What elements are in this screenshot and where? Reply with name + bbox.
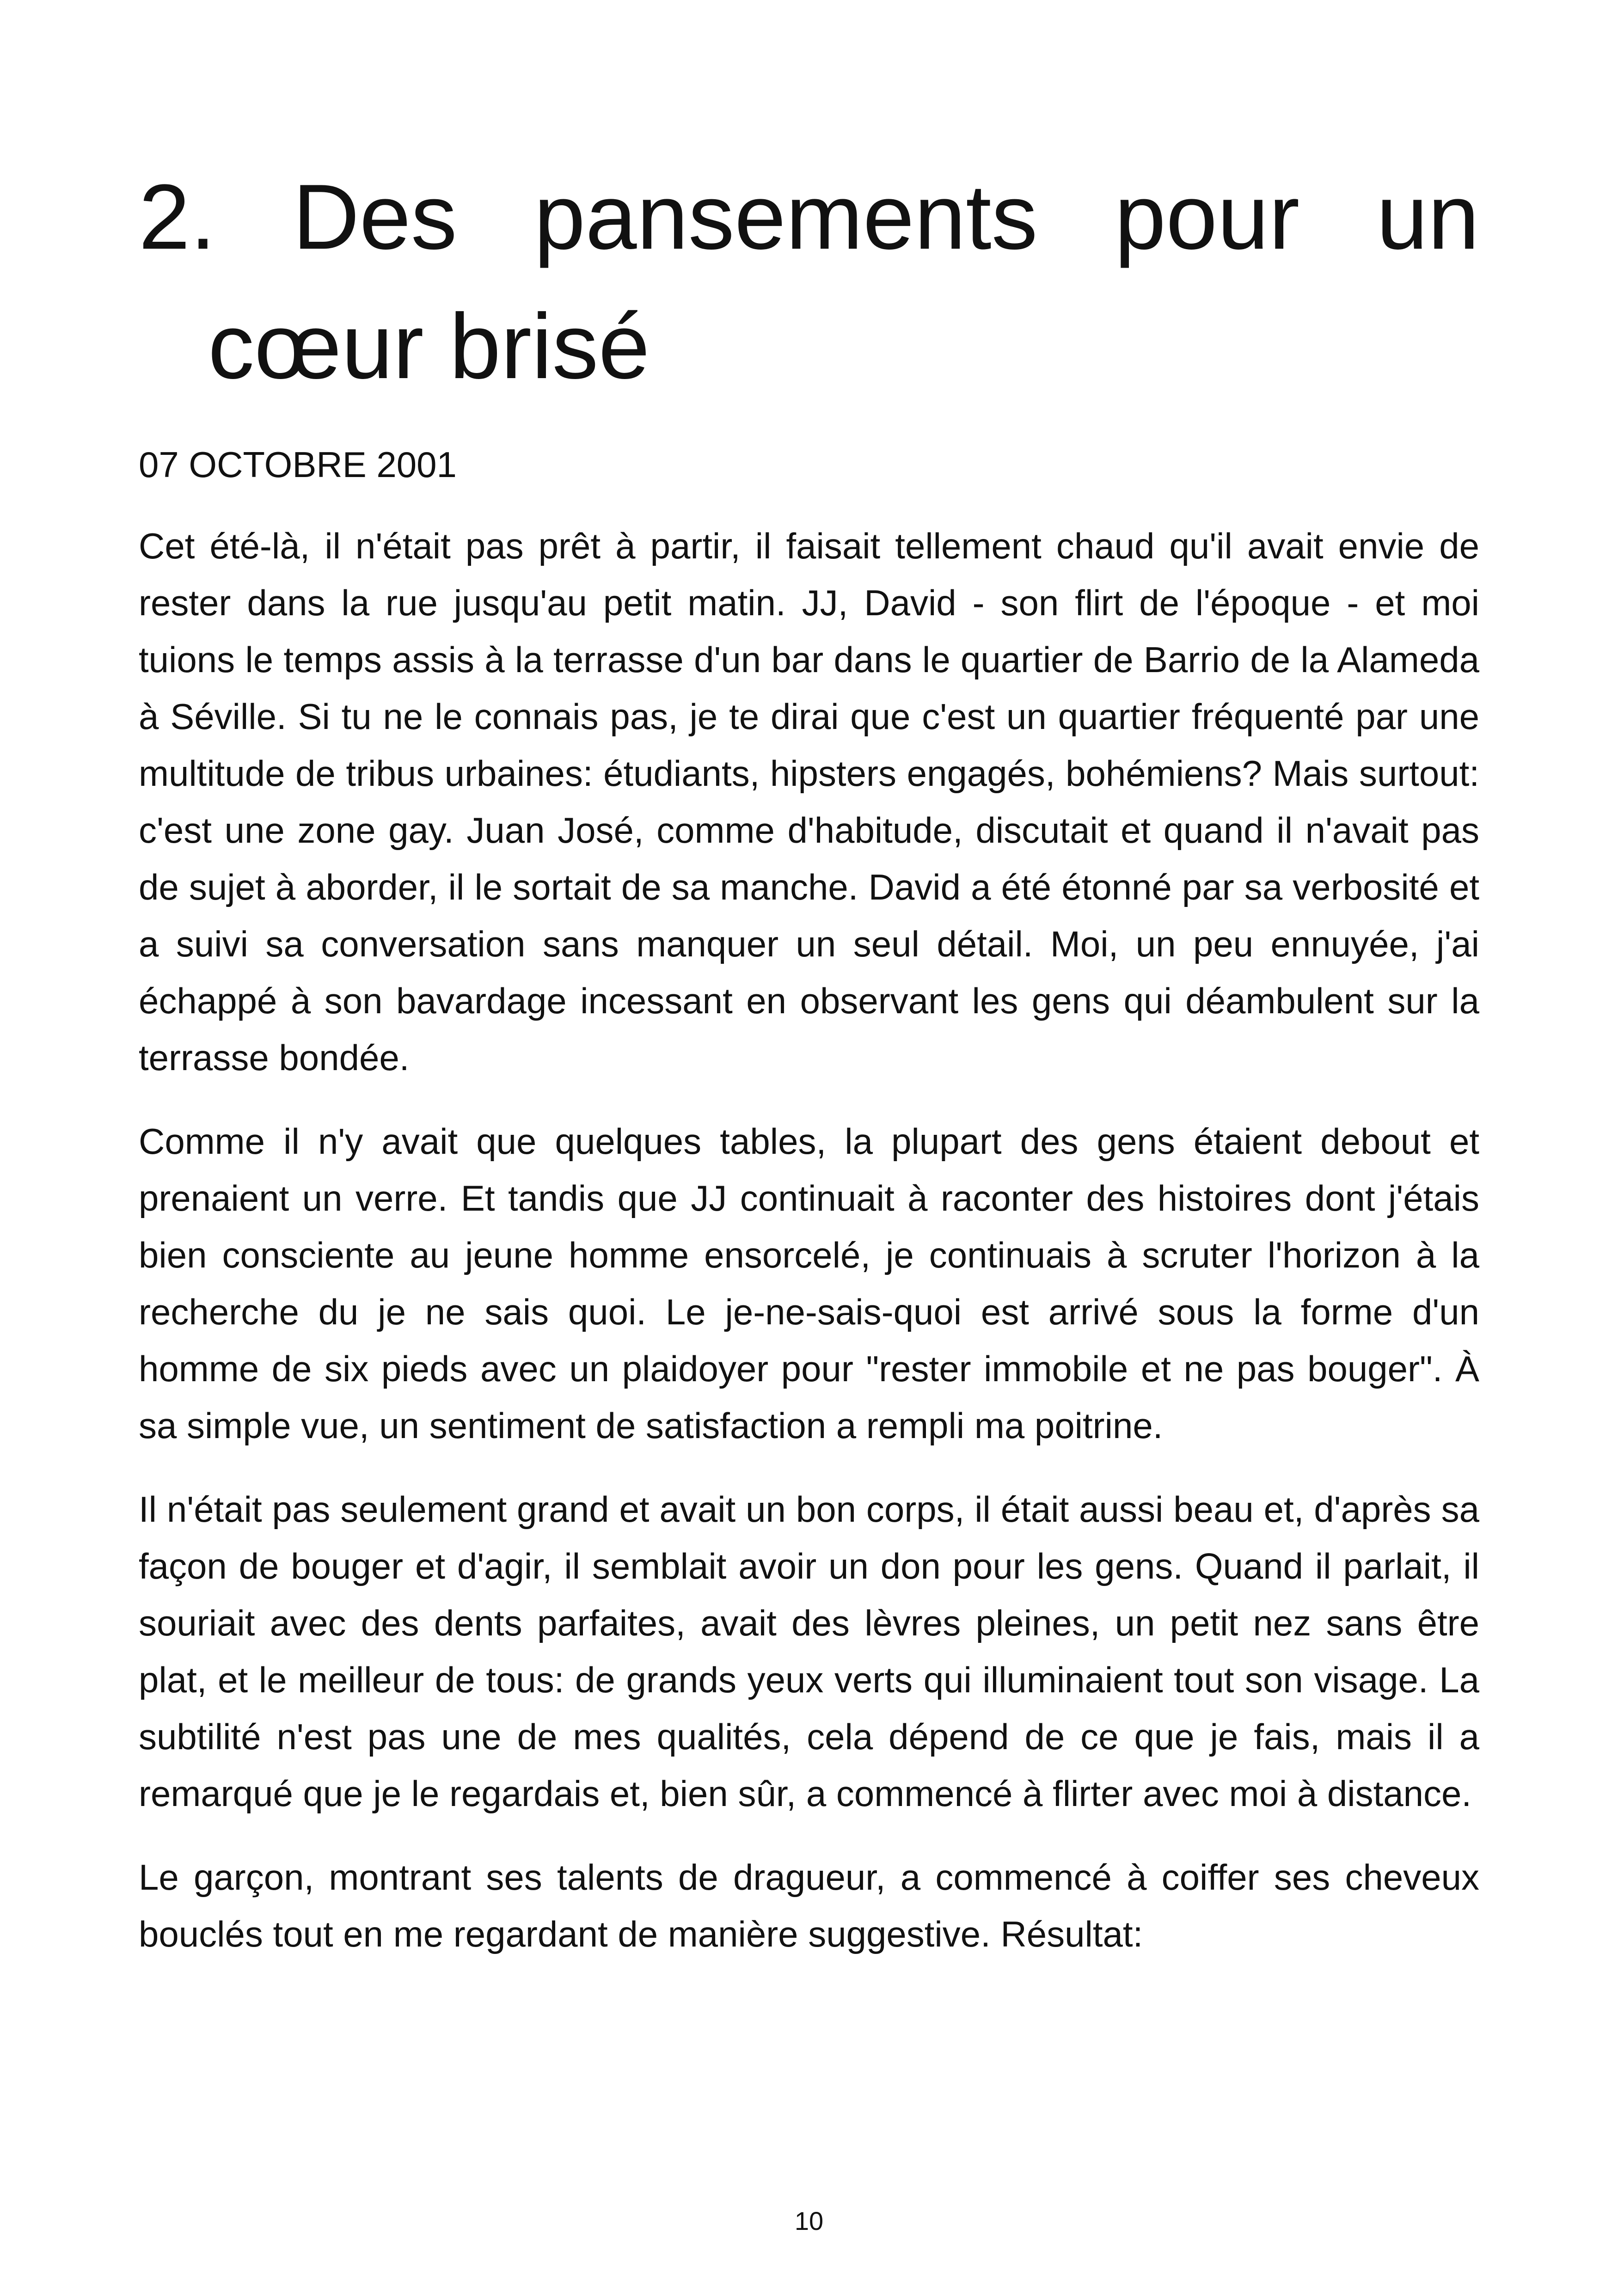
body-text: [139, 518, 1479, 1990]
chapter-number: 2.: [139, 165, 216, 269]
paragraph: Le garçon, montrant ses talents de dragueur, a commencé à coiffer ses cheveux bouclés tout en me regardant de manière suggestive. Résultat:: [139, 1857, 1479, 1954]
chapter-title-line-2: cœur brisé: [208, 295, 650, 398]
chapter-title-word: un: [1376, 165, 1479, 269]
page-number: 10: [794, 2206, 824, 2235]
chapter-title-word: pansements: [534, 165, 1038, 269]
chapter-title-word: Des: [293, 165, 457, 269]
chapter-title-word: pour: [1114, 165, 1300, 269]
paragraph: Cet été-là, il n'était pas prêt à partir, il faisait tellement chaud qu'il avait envie de rester dans la rue jusqu'au petit matin. JJ, David - son flirt de l'époque - et moi tuions le temps assis à la terrasse d'un bar dans le quartier de Barrio de la Alameda à Séville. Si tu ne le connais pas, je te dirai que c'est un quartier fréquenté par une multitude de tribus urbaines: étudiants, hipsters engagés, bohémiens? Mais surtout: c'est une zone gay. Juan José, comme d'habitude, discutait et quand il n'avait pas de sujet à aborder, il le sortait de sa manche. David a été étonné par sa verbosité et a suivi sa conversation sans manquer un seul détail. Moi, un peu ennuyée, j'ai échappé à son bavardage incessant en observant les gens qui déambulent sur la terrasse bondée.: [139, 526, 1479, 1078]
chapter-title: [139, 153, 1479, 411]
paragraph: Il n'était pas seulement grand et avait un bon corps, il était aussi beau et, d'après sa façon de bouger et d'agir, il semblait avoir un don pour les gens. Quand il parlait, il souriait avec des dents parfaites, avait des lèvres pleines, un petit nez sans être plat, et le meilleur de tous: de grands yeux verts qui illuminaient tout son visage. La subtilité n'est pas une de mes qualités, cela dépend de ce que je fais, mais il a remarqué que je le regardais et, bien sûr, a commencé à flirter avec moi à distance.: [139, 1489, 1479, 1814]
entry-date: 07 OCTOBRE 2001: [139, 444, 457, 485]
chapter-title-line-1: [139, 153, 1479, 282]
paragraph: Comme il n'y avait que quelques tables, la plupart des gens étaient debout et prenaient un verre. Et tandis que JJ continuait à raconter des histoires dont j'étais bien consciente au jeune homme ensorcelé, je continuais à scruter l'horizon à la recherche du je ne sais quoi. Le je-ne-sais-quoi est arrivé sous la forme d'un homme de six pieds avec un plaidoyer pour "rester immobile et ne pas bouger". À sa simple vue, un sentiment de satisfaction a rempli ma poitrine.: [139, 1121, 1479, 1446]
